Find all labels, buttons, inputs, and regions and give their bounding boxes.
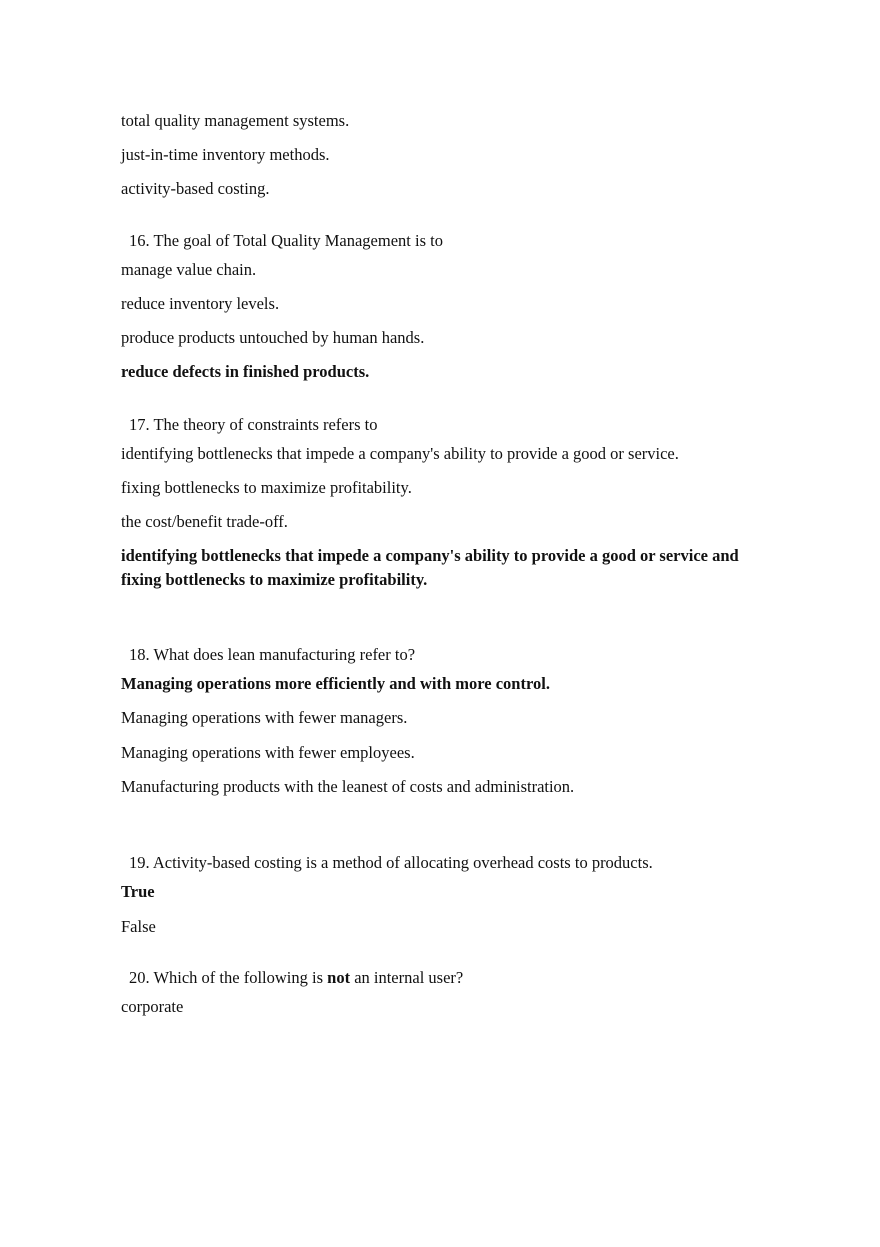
q16-option-2: reduce inventory levels. bbox=[121, 294, 280, 313]
q18-option-4: Manufacturing products with the leanest of costs and administration. bbox=[121, 777, 575, 796]
q18-correct-answer: Managing operations more efficiently and with more control. bbox=[121, 674, 550, 693]
question-20-emphasis: not bbox=[327, 968, 351, 987]
q18-option-2: Managing operations with fewer managers. bbox=[121, 708, 408, 727]
option-total-quality-management-systems: total quality management systems. bbox=[121, 111, 350, 130]
question-20-stem bbox=[129, 968, 463, 988]
question-20-stem-suffix: an internal user? bbox=[350, 968, 464, 987]
q19-correct-answer: True bbox=[121, 882, 155, 901]
q19-option-false: False bbox=[121, 917, 156, 936]
question-16-stem: 16. The goal of Total Quality Management is to bbox=[129, 231, 443, 250]
q16-option-3: produce products untouched by human hands. bbox=[121, 328, 425, 347]
q16-correct-answer: reduce defects in finished products. bbox=[121, 362, 370, 381]
q17-correct-answer: identifying bottlenecks that impede a company's ability to provide a good or service and fixing bottlenecks to maximize profitability. bbox=[121, 546, 739, 589]
q17-option-1: identifying bottlenecks that impede a company's ability to provide a good or service. bbox=[121, 444, 679, 463]
question-18-stem: 18. What does lean manufacturing refer to? bbox=[129, 645, 416, 664]
q18-option-3: Managing operations with fewer employees. bbox=[121, 743, 415, 762]
q16-option-1: manage value chain. bbox=[121, 260, 257, 279]
option-just-in-time-inventory: just-in-time inventory methods. bbox=[121, 145, 330, 164]
q17-option-3: the cost/benefit trade-off. bbox=[121, 512, 288, 531]
q17-option-2: fixing bottlenecks to maximize profitability. bbox=[121, 478, 412, 497]
question-20-stem-prefix: 20. Which of the following is bbox=[129, 968, 328, 987]
question-19-stem: 19. Activity-based costing is a method of allocating overhead costs to products. bbox=[129, 853, 653, 872]
question-17-stem: 17. The theory of constraints refers to bbox=[129, 415, 378, 434]
q20-option-1: corporate bbox=[121, 997, 184, 1016]
option-activity-based-costing: activity-based costing. bbox=[121, 179, 270, 198]
